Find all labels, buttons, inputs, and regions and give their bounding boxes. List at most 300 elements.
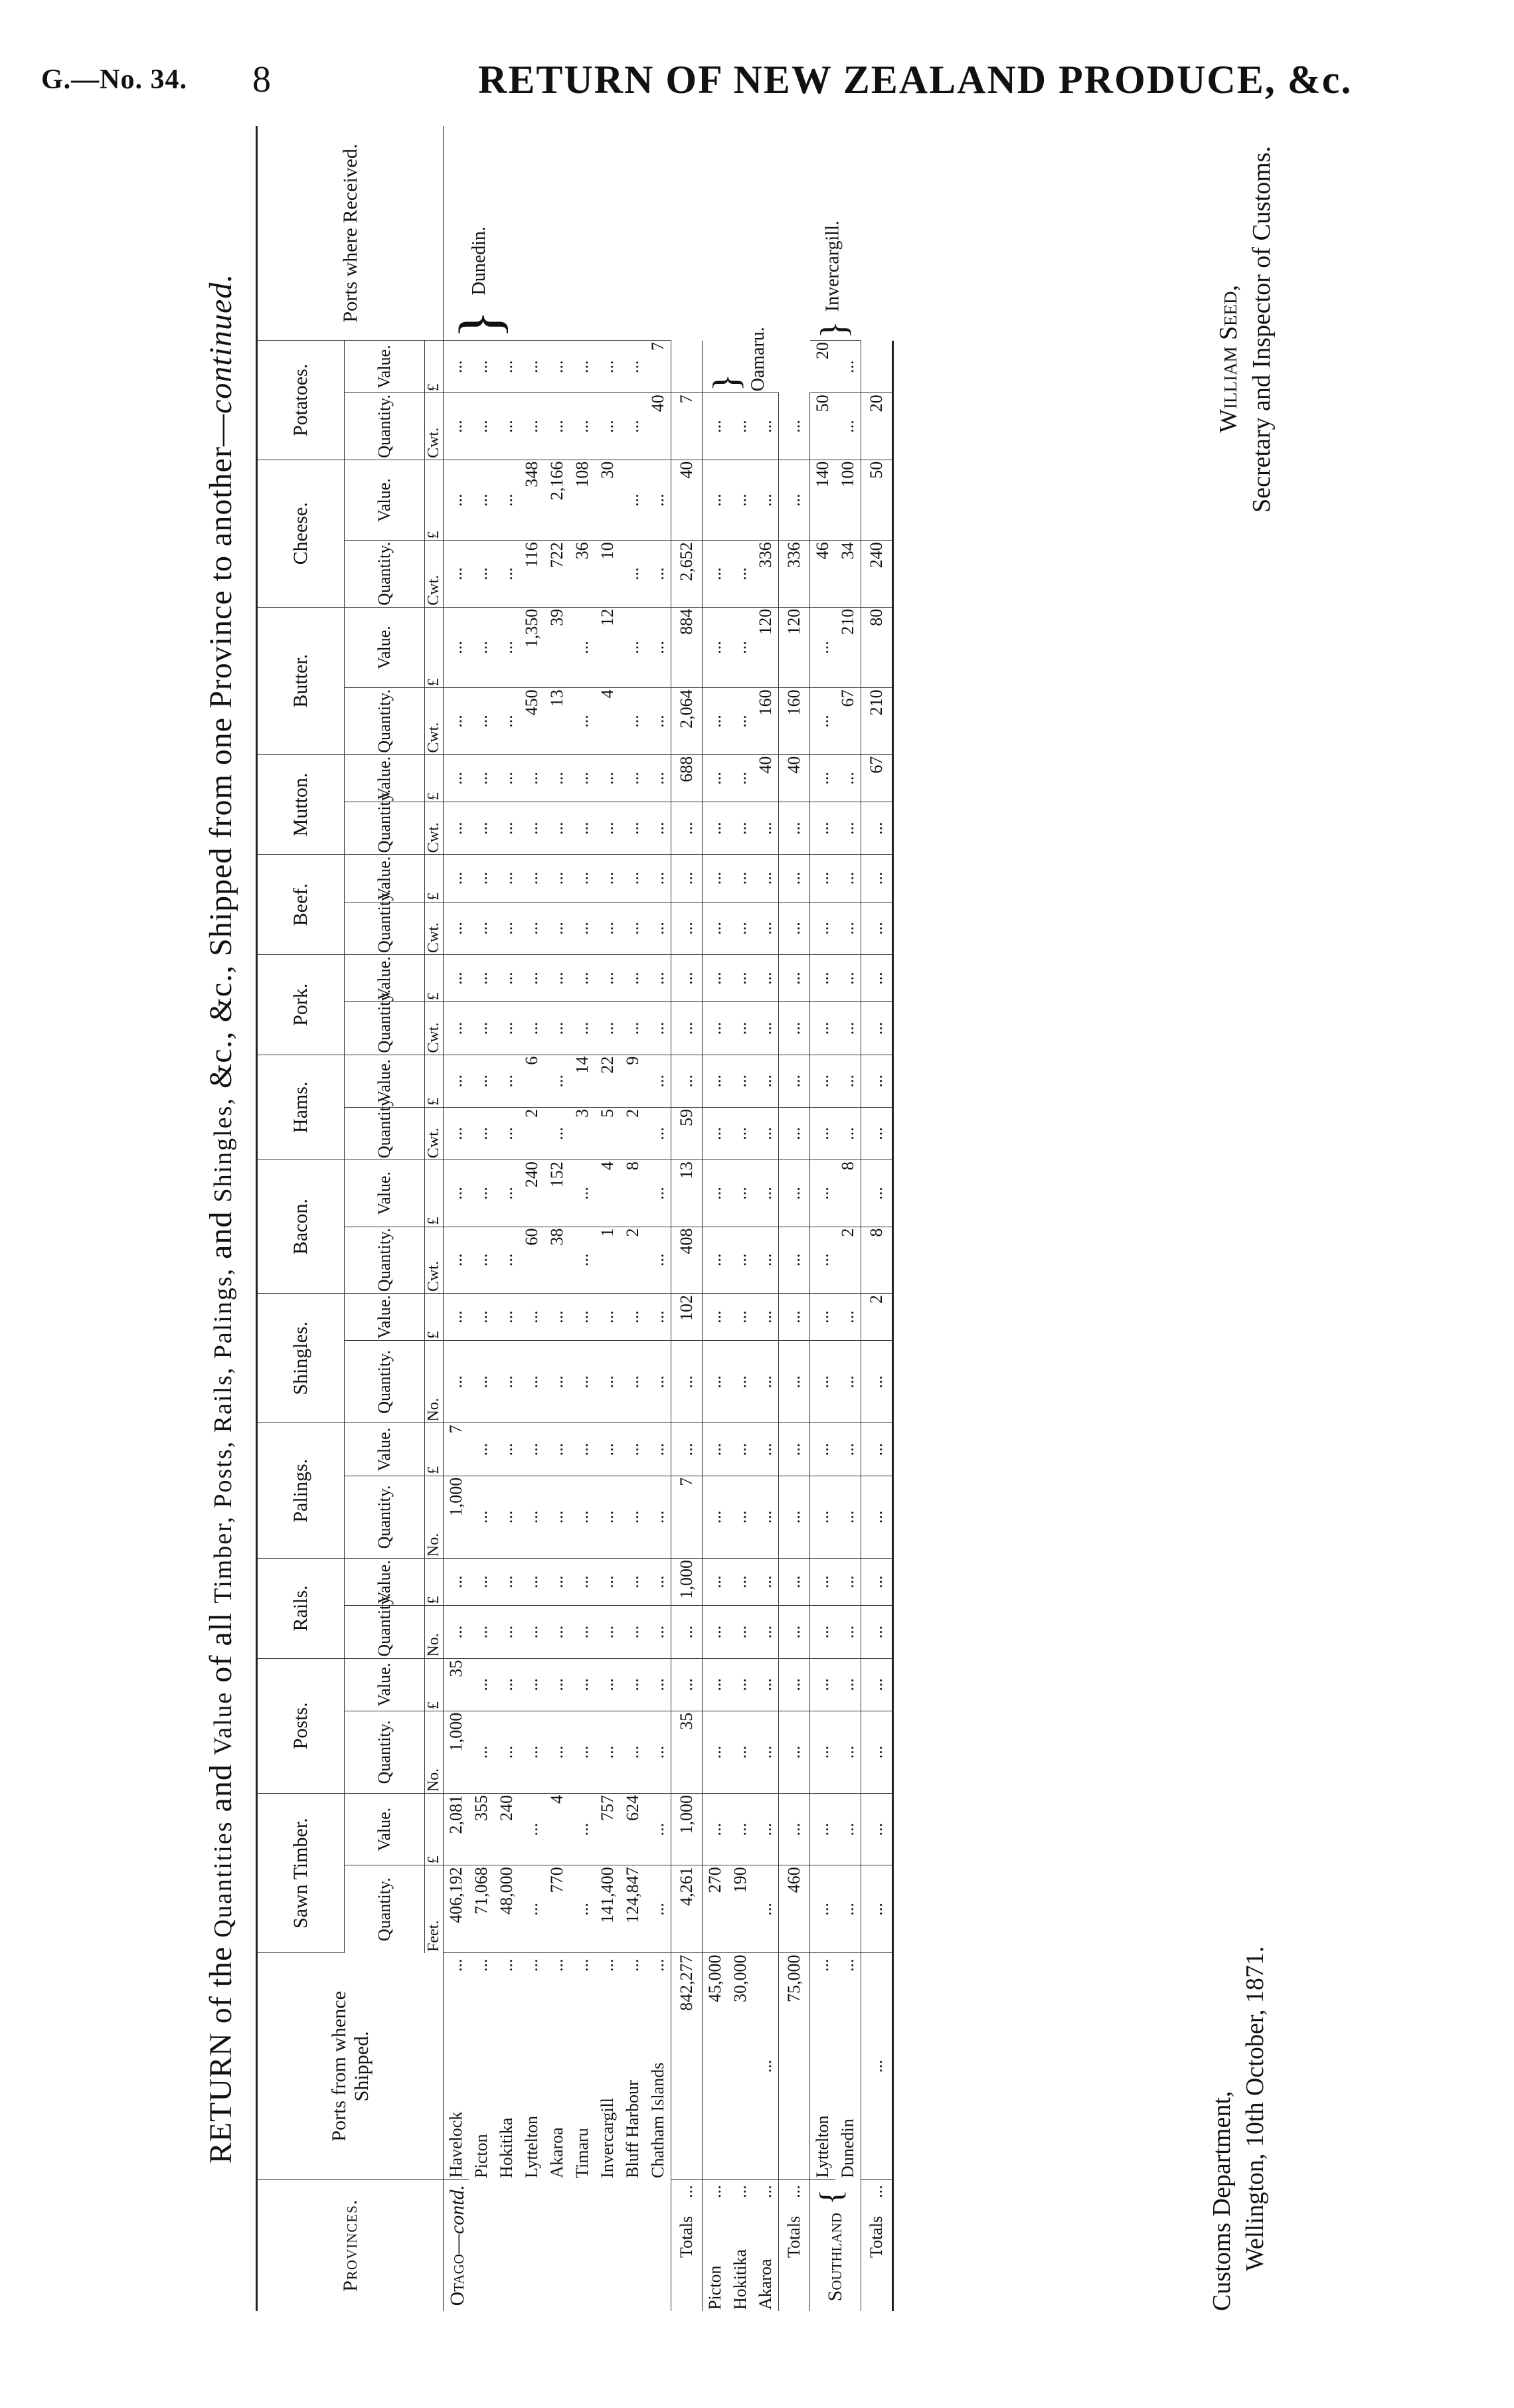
table-cell: 46 bbox=[810, 541, 836, 607]
leader-dots: ... bbox=[623, 1958, 642, 1972]
ports-received-header: Ports where Received. bbox=[257, 126, 444, 341]
table-cell: ... bbox=[469, 1160, 494, 1227]
totals-label bbox=[861, 2180, 893, 2311]
table-cell: 140 bbox=[810, 460, 836, 541]
table-cell: ... bbox=[469, 1055, 494, 1107]
table-cell: ... bbox=[728, 1558, 753, 1605]
table-cell: ... bbox=[570, 1002, 595, 1055]
unit-label: £ bbox=[425, 1794, 444, 1865]
received-port-name: Oamaru. bbox=[748, 327, 768, 392]
table-cell: 8 bbox=[835, 1160, 861, 1227]
table-row bbox=[620, 126, 645, 2311]
dept-line-1: Customs Department, bbox=[1208, 2091, 1236, 2311]
table-cell: ... bbox=[728, 1002, 753, 1055]
table-cell: ... bbox=[861, 1794, 893, 1865]
table-cell: ... bbox=[444, 1002, 469, 1055]
table-cell: ... bbox=[469, 1423, 494, 1476]
table-cell: ... bbox=[703, 754, 728, 802]
table-cell: ... bbox=[494, 460, 519, 541]
table-cell: ... bbox=[494, 954, 519, 1001]
provinces-header: Provinces. bbox=[257, 2180, 444, 2311]
group-header-hams: Hams. bbox=[257, 1055, 345, 1160]
table-cell: ... bbox=[779, 1055, 810, 1107]
value-header: Value. bbox=[345, 1558, 425, 1605]
table-cell: ... bbox=[620, 902, 645, 954]
table-cell: ... bbox=[753, 1227, 779, 1293]
table-row bbox=[570, 126, 595, 2311]
table-cell: ... bbox=[645, 1558, 671, 1605]
table-cell: ... bbox=[595, 954, 620, 1001]
province-name: Southland bbox=[824, 2213, 846, 2302]
table-cell: ... bbox=[861, 1658, 893, 1711]
table-cell: ... bbox=[570, 902, 595, 954]
ports-from-header: Ports from whence Shipped. bbox=[257, 1953, 444, 2180]
table-cell: 116 bbox=[519, 541, 545, 607]
table-cell: ... bbox=[835, 393, 861, 460]
table-cell: ... bbox=[570, 1794, 595, 1865]
table-cell: ... bbox=[861, 1341, 893, 1423]
table-cell: ... bbox=[444, 1558, 469, 1605]
table-cell: 842,277 bbox=[671, 1953, 703, 2180]
table-cell: ... bbox=[645, 541, 671, 607]
table-cell: ... bbox=[620, 1558, 645, 1605]
table-cell: ... bbox=[810, 754, 836, 802]
table-cell: ... bbox=[444, 460, 469, 541]
southland-group bbox=[810, 126, 861, 2311]
table-cell: ... bbox=[703, 1160, 728, 1227]
table-cell: ... bbox=[494, 1423, 519, 1476]
table-cell: ... bbox=[861, 855, 893, 902]
table-cell: 450 bbox=[519, 688, 545, 754]
table-cell: ... bbox=[645, 1423, 671, 1476]
unit-label: Cwt. bbox=[425, 393, 444, 460]
table-cell: ... bbox=[444, 1293, 469, 1340]
value-header: Value. bbox=[345, 1293, 425, 1340]
table-cell: ... bbox=[469, 607, 494, 688]
table-cell: ... bbox=[861, 1107, 893, 1160]
table-cell: ... bbox=[779, 1293, 810, 1340]
table-cell: ... bbox=[570, 1606, 595, 1658]
table-cell: ... bbox=[469, 802, 494, 855]
table-cell: ... bbox=[494, 541, 519, 607]
table-cell: ... bbox=[779, 802, 810, 855]
table-cell: 240 bbox=[861, 541, 893, 607]
table-cell: ... bbox=[779, 393, 810, 460]
table-cell: 22 bbox=[595, 1055, 620, 1107]
port-shipped bbox=[620, 1953, 645, 2180]
table-cell: ... bbox=[545, 1423, 570, 1476]
table-cell: ... bbox=[835, 341, 861, 393]
signatory-name: William Seed, bbox=[1215, 284, 1242, 433]
table-cell: 2,064 bbox=[671, 688, 703, 754]
table-cell: ... bbox=[861, 1476, 893, 1558]
table-cell: ... bbox=[570, 1658, 595, 1711]
signatory-title: Secretary and Inspector of Customs. bbox=[1248, 146, 1276, 513]
totals-text: Totals bbox=[867, 2215, 886, 2258]
table-cell: ... bbox=[728, 393, 753, 460]
page-title: RETURN OF NEW ZEALAND PRODUCE, &c. bbox=[478, 58, 1353, 102]
port-shipped bbox=[595, 1953, 620, 2180]
table-cell: 4 bbox=[595, 688, 620, 754]
table-cell: ... bbox=[494, 1711, 519, 1793]
table-cell: ... bbox=[835, 902, 861, 954]
table-cell: ... bbox=[545, 341, 570, 393]
table-cell: ... bbox=[671, 1658, 703, 1711]
table-cell: ... bbox=[570, 754, 595, 802]
table-cell: ... bbox=[779, 902, 810, 954]
table-cell: ... bbox=[469, 1658, 494, 1711]
table-cell: ... bbox=[835, 855, 861, 902]
port-received bbox=[703, 327, 779, 393]
table-cell: ... bbox=[519, 1476, 545, 1558]
table-cell: ... bbox=[810, 1865, 836, 1953]
table-cell: ... bbox=[620, 802, 645, 855]
table-cell: ... bbox=[728, 460, 753, 541]
table-cell: 59 bbox=[671, 1107, 703, 1160]
table-cell: ... bbox=[595, 1606, 620, 1658]
table-cell: ... bbox=[779, 1107, 810, 1160]
table-cell: ... bbox=[570, 1476, 595, 1558]
group-header-sawn-timber: Sawn Timber. bbox=[257, 1794, 345, 1953]
table-cell: ... bbox=[703, 902, 728, 954]
table-cell: ... bbox=[570, 855, 595, 902]
table-cell: ... bbox=[570, 1293, 595, 1340]
table-cell: ... bbox=[469, 1107, 494, 1160]
port-name: Lyttelton bbox=[813, 2115, 832, 2178]
table-cell: 2,652 bbox=[671, 541, 703, 607]
table-cell: ... bbox=[645, 754, 671, 802]
leader-dots: ... bbox=[756, 2185, 775, 2198]
table-cell: ... bbox=[494, 1293, 519, 1340]
table-cell: ... bbox=[645, 460, 671, 541]
table-cell: ... bbox=[645, 902, 671, 954]
group-header-pork: Pork. bbox=[257, 954, 345, 1055]
table-cell: 408 bbox=[671, 1227, 703, 1293]
table-cell: ... bbox=[620, 1711, 645, 1793]
table-cell: ... bbox=[494, 902, 519, 954]
table-cell: ... bbox=[645, 802, 671, 855]
port-shipped bbox=[645, 1953, 671, 2180]
table-cell: ... bbox=[494, 607, 519, 688]
table-cell: ... bbox=[620, 541, 645, 607]
table-cell: ... bbox=[703, 1658, 728, 1711]
table-cell: ... bbox=[444, 1227, 469, 1293]
table-cell: ... bbox=[835, 802, 861, 855]
table-cell: 71,068 bbox=[469, 1865, 494, 1953]
table-cell: ... bbox=[570, 688, 595, 754]
table-cell: ... bbox=[519, 954, 545, 1001]
value-header: Value. bbox=[345, 1160, 425, 1227]
table-cell: ... bbox=[861, 954, 893, 1001]
table-cell: ... bbox=[779, 1606, 810, 1658]
table-cell: 40 bbox=[671, 460, 703, 541]
table-cell: ... bbox=[620, 754, 645, 802]
table-cell: ... bbox=[703, 688, 728, 754]
signature-block bbox=[1212, 146, 1278, 513]
table-cell: 5 bbox=[595, 1107, 620, 1160]
table-cell: ... bbox=[494, 1055, 519, 1107]
unit-label: Feet. bbox=[425, 1865, 444, 1953]
leader-dots: ... bbox=[867, 2185, 886, 2198]
port-name: Dunedin bbox=[838, 2118, 857, 2178]
table-cell: ... bbox=[753, 802, 779, 855]
table-cell: 1,000 bbox=[444, 1476, 469, 1558]
table-cell: ... bbox=[545, 802, 570, 855]
table-cell: ... bbox=[753, 954, 779, 1001]
province-cell bbox=[444, 2180, 671, 2311]
totals-label bbox=[671, 2180, 703, 2311]
table-cell: ... bbox=[469, 1711, 494, 1793]
table-cell: ... bbox=[519, 1658, 545, 1711]
table-cell: 688 bbox=[671, 754, 703, 802]
rotated-content bbox=[203, 126, 1398, 2311]
table-cell: 75,000 bbox=[779, 1953, 810, 2180]
table-row bbox=[835, 126, 861, 2311]
otago-oamaru-totals bbox=[779, 126, 810, 2311]
table-cell: ... bbox=[753, 1794, 779, 1865]
table-cell: ... bbox=[728, 1160, 753, 1227]
table-cell: ... bbox=[861, 1711, 893, 1793]
port-shipped bbox=[444, 1953, 469, 2180]
table-cell: 336 bbox=[753, 541, 779, 607]
table-cell: 30 bbox=[595, 460, 620, 541]
value-header: Value. bbox=[345, 1423, 425, 1476]
table-cell: 406,192 bbox=[444, 1865, 469, 1953]
table-cell: 120 bbox=[779, 607, 810, 688]
table-cell: ... bbox=[645, 1606, 671, 1658]
table-cell: ... bbox=[545, 1606, 570, 1658]
table-cell: ... bbox=[645, 1658, 671, 1711]
table-cell: 7 bbox=[444, 1423, 469, 1476]
quantity-header: Quantity. bbox=[345, 902, 425, 954]
table-cell: ... bbox=[671, 1606, 703, 1658]
table-cell: 100 bbox=[835, 460, 861, 541]
table-cell: ... bbox=[545, 754, 570, 802]
table-cell: ... bbox=[671, 954, 703, 1001]
table-cell: ... bbox=[835, 1711, 861, 1793]
table-cell: ... bbox=[494, 688, 519, 754]
table-cell: ... bbox=[620, 607, 645, 688]
port-shipped bbox=[469, 1953, 494, 2180]
table-cell: ... bbox=[779, 1658, 810, 1711]
table-cell: ... bbox=[861, 1160, 893, 1227]
table-cell: 7 bbox=[645, 341, 671, 393]
table-cell: 210 bbox=[835, 607, 861, 688]
table-cell: ... bbox=[728, 855, 753, 902]
table-cell: ... bbox=[469, 341, 494, 393]
table-cell: ... bbox=[519, 802, 545, 855]
table-cell: 1 bbox=[595, 1227, 620, 1293]
group-header-butter: Butter. bbox=[257, 607, 345, 754]
table-cell: ... bbox=[645, 607, 671, 688]
table-cell: ... bbox=[779, 855, 810, 902]
table-cell: 270 bbox=[703, 1865, 728, 1953]
table-cell: ... bbox=[494, 855, 519, 902]
table-cell: ... bbox=[779, 460, 810, 541]
table-cell: ... bbox=[620, 855, 645, 902]
table-cell: ... bbox=[703, 855, 728, 902]
table-cell: ... bbox=[469, 1293, 494, 1340]
port-shipped bbox=[835, 1953, 861, 2180]
table-cell: 210 bbox=[861, 688, 893, 754]
table-cell: ... bbox=[570, 1558, 595, 1605]
table-cell: ... bbox=[810, 1160, 836, 1227]
table-cell: 102 bbox=[671, 1293, 703, 1340]
table-cell: ... bbox=[703, 1002, 728, 1055]
quantity-header: Quantity. bbox=[345, 393, 425, 460]
quantity-header: Quantity. bbox=[345, 802, 425, 855]
port-received bbox=[810, 126, 861, 341]
port-received bbox=[444, 126, 671, 341]
table-cell: ... bbox=[671, 1055, 703, 1107]
group-header-palings: Palings. bbox=[257, 1423, 345, 1558]
table-cell: ... bbox=[469, 541, 494, 607]
table-cell: ... bbox=[469, 1002, 494, 1055]
table-row bbox=[703, 126, 728, 2311]
table-cell: ... bbox=[570, 1227, 595, 1293]
table-cell: ... bbox=[728, 1711, 753, 1793]
table-cell: ... bbox=[835, 1341, 861, 1423]
table-cell: ... bbox=[753, 1055, 779, 1107]
table-cell: ... bbox=[753, 855, 779, 902]
group-header-potatoes: Potatoes. bbox=[257, 341, 345, 460]
port-name: Invercargill bbox=[598, 2098, 617, 2178]
table-cell: ... bbox=[444, 902, 469, 954]
port-name: Bluff Harbour bbox=[623, 2080, 642, 2178]
table-cell: ... bbox=[810, 802, 836, 855]
table-cell: ... bbox=[753, 1865, 779, 1953]
table-cell: ... bbox=[444, 1341, 469, 1423]
table-cell: ... bbox=[595, 1658, 620, 1711]
table-cell: ... bbox=[444, 341, 469, 393]
table-cell: 2 bbox=[861, 1293, 893, 1340]
table-cell: ... bbox=[469, 1227, 494, 1293]
unit-label: £ bbox=[425, 460, 444, 541]
unit-label: Cwt. bbox=[425, 902, 444, 954]
table-cell: ... bbox=[728, 1794, 753, 1865]
table-cell: ... bbox=[545, 1658, 570, 1711]
unit-label: £ bbox=[425, 1293, 444, 1340]
table-cell: 884 bbox=[671, 607, 703, 688]
table-cell: ... bbox=[645, 688, 671, 754]
group-header-posts: Posts. bbox=[257, 1658, 345, 1793]
table-cell: ... bbox=[444, 1107, 469, 1160]
table-cell: ... bbox=[444, 688, 469, 754]
table-cell: ... bbox=[519, 1423, 545, 1476]
quantity-header: Quantity. bbox=[345, 541, 425, 607]
table-cell: ... bbox=[703, 1293, 728, 1340]
table-cell: ... bbox=[753, 393, 779, 460]
table-cell: ... bbox=[728, 607, 753, 688]
table-cell: ... bbox=[810, 1341, 836, 1423]
port-shipped bbox=[728, 2180, 753, 2311]
table-cell: ... bbox=[779, 1341, 810, 1423]
unit-label: £ bbox=[425, 607, 444, 688]
table-cell: 4,261 bbox=[671, 1865, 703, 1953]
port-name: Chatham Islands bbox=[648, 2062, 667, 2178]
totals-received-blank bbox=[671, 341, 703, 393]
table-cell: ... bbox=[545, 1476, 570, 1558]
table-cell: ... bbox=[620, 1293, 645, 1340]
unit-label: £ bbox=[425, 754, 444, 802]
table-cell: ... bbox=[469, 1341, 494, 1423]
table-cell: ... bbox=[779, 1423, 810, 1476]
unit-label: £ bbox=[425, 954, 444, 1001]
table-cell: 67 bbox=[835, 688, 861, 754]
table-cell: ... bbox=[469, 954, 494, 1001]
table-cell: ... bbox=[728, 1055, 753, 1107]
table-cell: ... bbox=[545, 902, 570, 954]
table-cell: ... bbox=[570, 341, 595, 393]
table-cell: 141,400 bbox=[595, 1865, 620, 1953]
table-cell: 60 bbox=[519, 1227, 545, 1293]
value-header: Value. bbox=[345, 607, 425, 688]
table-cell: ... bbox=[494, 393, 519, 460]
table-cell: ... bbox=[570, 1160, 595, 1227]
table-cell: ... bbox=[728, 754, 753, 802]
table-cell: ... bbox=[810, 855, 836, 902]
quantity-header: Quantity. bbox=[345, 1711, 425, 1793]
port-shipped bbox=[703, 2180, 728, 2311]
table-cell: 348 bbox=[519, 460, 545, 541]
table-row bbox=[494, 126, 519, 2311]
table-cell: ... bbox=[779, 1227, 810, 1293]
table-cell: ... bbox=[728, 1476, 753, 1558]
page-number: 8 bbox=[252, 59, 271, 100]
port-shipped bbox=[519, 1953, 545, 2180]
table-cell: ... bbox=[645, 1002, 671, 1055]
table-cell: ... bbox=[645, 1476, 671, 1558]
table-cell: ... bbox=[444, 754, 469, 802]
table-cell: ... bbox=[645, 1865, 671, 1953]
customs-department-note bbox=[1205, 1946, 1272, 2311]
table-cell: ... bbox=[703, 1558, 728, 1605]
table-cell: ... bbox=[728, 1658, 753, 1711]
leader-dots: ... bbox=[705, 2185, 724, 2198]
table-cell: ... bbox=[753, 1658, 779, 1711]
leader-dots: ... bbox=[813, 1958, 832, 1972]
table-cell: ... bbox=[469, 754, 494, 802]
table-cell: ... bbox=[810, 1794, 836, 1865]
port-name: Lyttelton bbox=[522, 2115, 541, 2178]
table-cell: ... bbox=[469, 855, 494, 902]
quantity-header: Quantity. bbox=[345, 1002, 425, 1055]
table-row bbox=[728, 126, 753, 2311]
table-cell: ... bbox=[570, 802, 595, 855]
value-header: Value. bbox=[345, 460, 425, 541]
port-shipped bbox=[545, 1953, 570, 2180]
table-cell: ... bbox=[469, 902, 494, 954]
table-row bbox=[810, 126, 836, 2311]
port-shipped bbox=[753, 2180, 779, 2311]
document-reference: G.—No. 34. bbox=[41, 64, 187, 95]
table-cell: ... bbox=[545, 954, 570, 1001]
table-cell: 3 bbox=[570, 1107, 595, 1160]
table-cell: 152 bbox=[545, 1160, 570, 1227]
table-row bbox=[519, 126, 545, 2311]
table-cell: ... bbox=[620, 393, 645, 460]
table-cell: ... bbox=[645, 954, 671, 1001]
table-cell: 39 bbox=[545, 607, 570, 688]
table-cell: ... bbox=[645, 1794, 671, 1865]
table-cell: ... bbox=[835, 954, 861, 1001]
table-cell: ... bbox=[810, 1293, 836, 1340]
table-cell: ... bbox=[728, 802, 753, 855]
dept-line-2: Wellington, 10th October, 1871. bbox=[1241, 1946, 1269, 2271]
table-cell: ... bbox=[620, 954, 645, 1001]
table-cell: 355 bbox=[469, 1794, 494, 1865]
table-cell: ... bbox=[671, 802, 703, 855]
